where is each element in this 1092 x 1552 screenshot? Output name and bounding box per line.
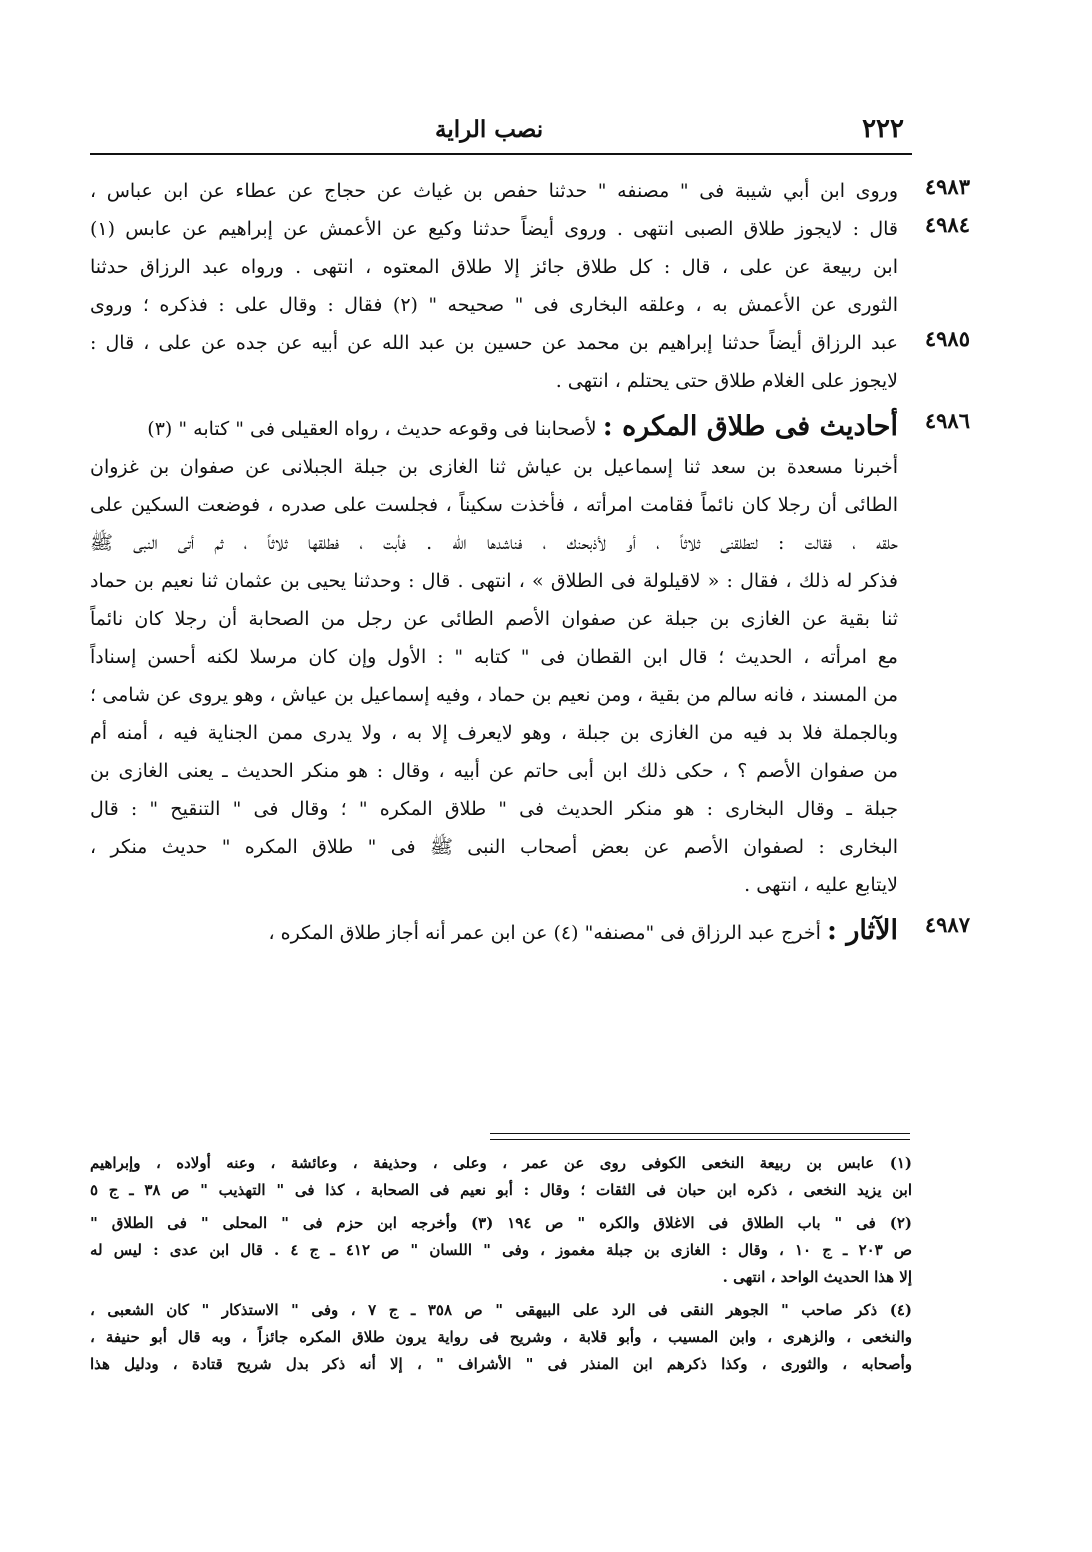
text-line: وبالجملة فلا بد فيه من الغازى بن جبلة ، وهو لايعرف إلا به ، ولا يدرى ممن الجناية فيه ، أمنه أم [90, 722, 898, 744]
footnotes [90, 1150, 912, 1378]
footnote-1 [90, 1150, 912, 1204]
entry-number: ٤٩٨٦ [924, 408, 970, 433]
text-line: لايجوز على الغلام طلاق حتى يحتلم ، انتهى . [555, 370, 898, 392]
entry-number: ٤٩٨٣ [924, 174, 970, 199]
section-heading-line [90, 910, 898, 952]
text-line: لايتابع عليه ، انتهى . [744, 874, 898, 896]
text-line: أخرج عبد الرزاق فى "مصنفه" (٤) عن ابن عمر أنه أجاز طلاق المكره ، [268, 922, 821, 944]
entry-4984 [90, 210, 970, 324]
entry-4985 [90, 324, 970, 400]
entry-4987 [90, 910, 970, 952]
footnote-line: (٢) فى " باب الطلاق فى الاغلاق والكره " ص ١٩٤ (٣) وأخرجه ابن حزم فى " المحلى " فى الطلاق " [90, 1214, 912, 1232]
entry-number: ٤٩٨٤ [924, 212, 970, 237]
text-line: قال : لايجوز طلاق الصبى انتهى . وروى أيضاً حدثنا وكيع عن الأعمش عن إبراهيم عن عابس (١) [90, 218, 898, 240]
footnote-line: إلا هذا الحديث الواحد ، انتهى . [722, 1268, 912, 1286]
footnote-separator [490, 1133, 910, 1140]
text-line: لأصحابنا فى وقوعه حديث ، رواه العقيلى فى " كتابه " (٣) [147, 418, 597, 440]
text-line: أخبرنا مسعدة بن سعد ثنا إسماعيل بن عياش ثنا الغازى بن جبلة الجبلانى عن صفوان بن غزوان [90, 456, 898, 478]
page-number: ٢٢٢ [862, 114, 904, 144]
text-line: وروى ابن أبي شيبة فى " مصنفه " حدثنا حفص بن غياث عن حجاج عن عطاء عن ابن عباس ، [90, 180, 898, 202]
section-heading: الآثار : [826, 915, 898, 946]
footnote-4 [90, 1297, 912, 1378]
text-line: فذكر له ذلك ، فقال : « لاقيلولة فى الطلاق » ، انتهى . قال : وحدثنا يحيى بن عثمان ثنا نعيم بن حماد [90, 570, 898, 592]
text-line: من المسند ، فانه سالم من بقية ، ومن نعيم بن حماد ، وفيه إسماعيل بن عياش ، وهو يروى عن شامى ؛ [90, 684, 898, 706]
text-line: البخارى : لصفوان الأصم عن بعض أصحاب النبى ﷺ فى " طلاق المكره " حديث منكر ، [90, 836, 898, 858]
footnote-2-3 [90, 1210, 912, 1291]
entry-4986 [90, 406, 970, 904]
section-heading: أحاديث فى طلاق المكره : [602, 411, 898, 442]
entry-number: ٤٩٨٧ [924, 912, 970, 937]
section-heading-line [90, 406, 898, 448]
text-line: عبد الرزاق أيضاً حدثنا إبراهيم بن محمد عن حسين بن عبد الله عن أبيه عن جده عن على ، قال : [90, 332, 898, 354]
footnote-line: (٤) ذكر صاحب " الجوهر النقى فى الرد على البيهقى " ص ٣٥٨ ـ ج ٧ ، وفى " الاستذكار " كان الشعبى ، [90, 1301, 912, 1319]
page-header [90, 112, 912, 152]
footnote-line: ص ٢٠٣ ـ ج ١٠ ، وقال : الغازى بن جبلة مغموز ، وفى " اللسان " ص ٤١٢ ـ ج ٤ . قال ابن عدى : ليس له [90, 1241, 912, 1259]
main-text [90, 172, 970, 952]
running-title: نصب الراية [435, 116, 544, 143]
text-line: من صفوان الأصم ؟ ، حكى ذلك ابن أبى حاتم عن أبيه ، وقال : هو منكر الحديث ـ يعنى الغازى بن [90, 760, 898, 782]
footnote-line: والنخعى ، والزهرى ، وابن المسيب ، وأبو قلابة ، وشريح فى رواية يرون طلاق المكره جائزاً ، وبه قال أبو حنيفة ، [90, 1328, 912, 1346]
text-line: جبلة ـ وقال البخارى : هو منكر الحديث فى " طلاق المكره " ؛ وقال فى " التنقيح " : قال [90, 798, 898, 820]
footnote-line: ابن يزيد النخعى ، ذكره ابن حبان فى الثقات ؛ وقال : أبو نعيم فى الصحابة ، كذا فى " التهذيب " ص ٣٨ ـ ج ٥ [90, 1181, 912, 1199]
text-line: الطائى أن رجلا كان نائماً فقامت امرأته ، فأخذت سكيناً ، فجلست على صدره ، فوضعت السكين على [90, 494, 898, 516]
text-line: الثورى عن الأعمش به ، وعلقه البخارى فى " صحيحه " (٢) فقال : وقال على : فذكره ؛ وروى [90, 294, 898, 316]
text-line: ثنا بقية عن الغازى بن جبلة عن صفوان الأصم الطائى عن رجل من الصحابة أن رجلا كان نائماً [90, 608, 898, 630]
text-line: ابن ربيعة عن على ، قال : كل طلاق جائز إلا طلاق المعتوه ، انتهى . ورواه عبد الرزاق حدثنا [90, 256, 898, 278]
text-line: مع امرأته ، الحديث ؛ قال ابن القطان فى " كتابه " : الأول وإن كان مرسلا لكنه أحسن إسناداً [90, 646, 898, 668]
entry-number: ٤٩٨٥ [924, 326, 970, 351]
header-rule [90, 153, 912, 155]
entry-4983 [90, 172, 970, 210]
footnote-line: (١) عابس بن ربيعة النخعى الكوفى روى عن عمر ، وعلى ، وحذيفة ، وعائشة ، وعنه أولاده ، وإبراهيم [90, 1154, 912, 1172]
footnote-line: وأصحابه ، والثورى ، وكذا ذكرهم ابن المنذر فى " الأشراف " ، إلا أنه ذكر بدل شريح قتادة ، ودليل هذا [90, 1355, 912, 1373]
text-line: حلقه ، فقالت : لتطلقنى ثلاثاً ، أو لأذبحنك ، فناشدها الله . فأبت ، فطلقها ثلاثاً ، ثم أتى النبى ﷺ [90, 532, 898, 554]
